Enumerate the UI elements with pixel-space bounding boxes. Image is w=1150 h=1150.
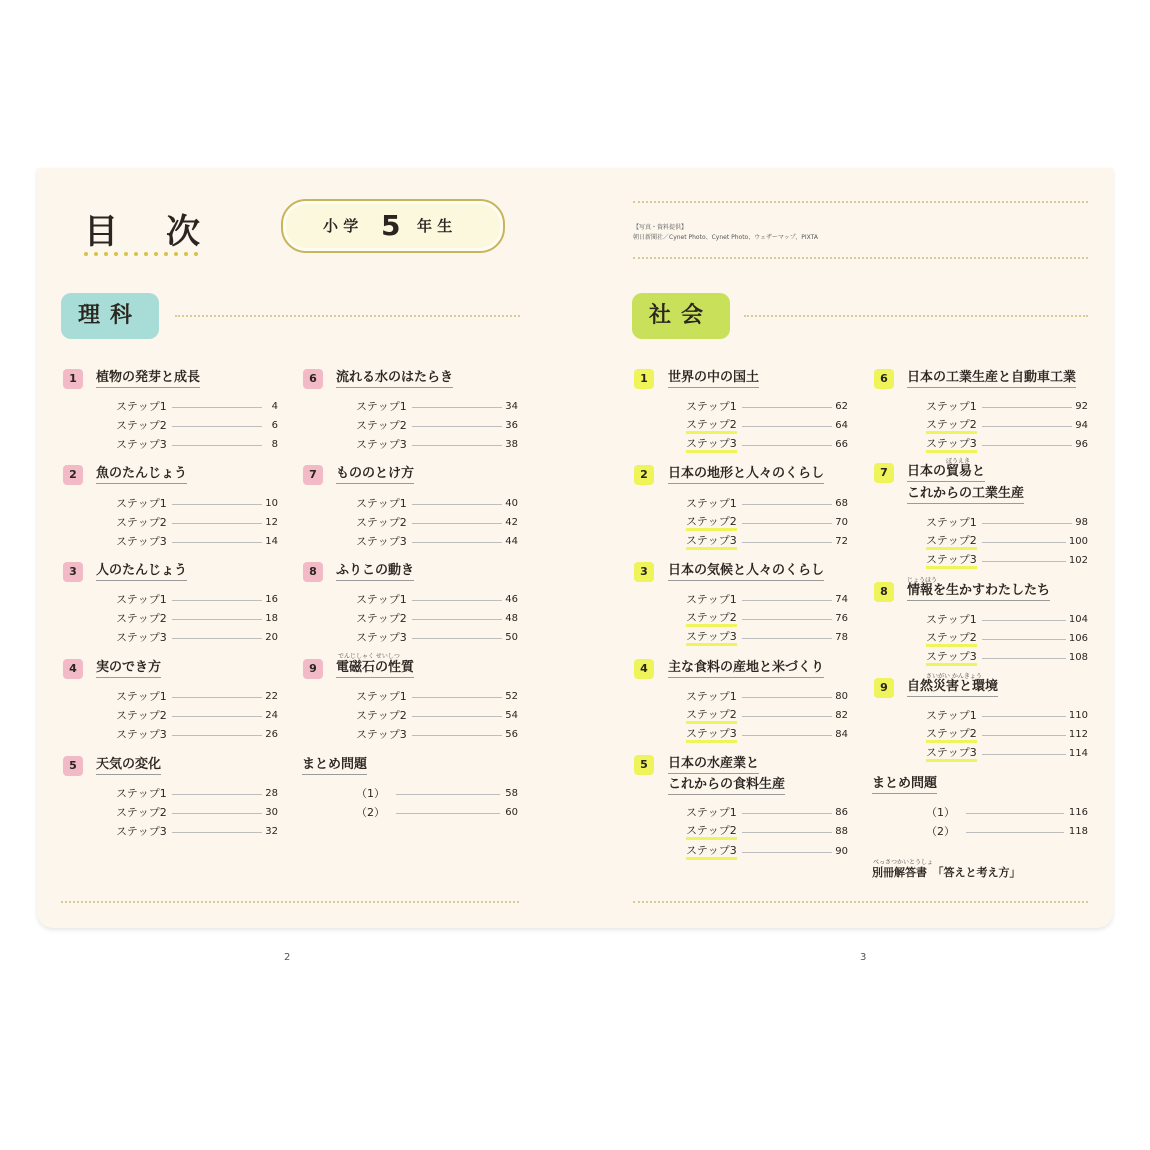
step-row[interactable]: ステップ2 76	[686, 612, 848, 626]
step-row[interactable]: ステップ2 6	[116, 419, 278, 432]
chapter-title[interactable]: 日本の貿易と	[907, 464, 985, 482]
subject-tab-science: 理科	[61, 293, 159, 339]
summary-row[interactable]: （1） 58	[356, 787, 518, 800]
chapter-title[interactable]: 日本の水産業と	[668, 756, 759, 774]
chapter-number-badge: 3	[634, 562, 654, 582]
chapter-title[interactable]: ふりこの動き	[336, 563, 414, 581]
step-row[interactable]: ステップ1 10	[116, 497, 278, 510]
step-row[interactable]: ステップ2 48	[356, 612, 518, 625]
step-row[interactable]: ステップ3 32	[116, 825, 278, 838]
chapter-title[interactable]: 世界の中の国土	[668, 370, 759, 388]
chapter-number-badge: 4	[634, 659, 654, 679]
credits-bottom-rule	[633, 257, 1088, 259]
step-row[interactable]: ステップ3 96	[926, 438, 1088, 452]
chapter-number-badge: 9	[874, 678, 894, 698]
grade-badge	[281, 199, 505, 253]
chapter-ruby: ぼうえき	[946, 458, 971, 465]
chapter-number-badge: 6	[874, 369, 894, 389]
grade-suffix: 年 生	[417, 217, 453, 235]
step-row[interactable]: ステップ3 78	[686, 631, 848, 645]
step-row[interactable]: ステップ3 84	[686, 728, 848, 742]
step-row[interactable]: ステップ1 34	[356, 400, 518, 413]
chapter-number-badge: 9	[303, 659, 323, 679]
summary-title[interactable]: まとめ問題	[302, 757, 367, 775]
chapter-title[interactable]: 日本の工業生産と自動車工業	[907, 370, 1076, 388]
step-row[interactable]: ステップ2 64	[686, 419, 848, 433]
chapter-title[interactable]: 実のでき方	[96, 660, 161, 678]
step-row[interactable]: ステップ2 30	[116, 806, 278, 819]
step-row[interactable]: ステップ2 88	[686, 825, 848, 839]
toc-title-char-1: 目	[84, 212, 118, 252]
chapter-title[interactable]: 日本の地形と人々のくらし	[668, 466, 824, 484]
grade-number: 5	[381, 209, 401, 242]
chapter-number-badge: 7	[303, 465, 323, 485]
step-row[interactable]: ステップ3 114	[926, 747, 1088, 761]
step-row[interactable]: ステップ2 100	[926, 535, 1088, 549]
title-underline-dots	[84, 252, 198, 256]
summary-title[interactable]: まとめ問題	[872, 776, 937, 794]
step-row[interactable]: ステップ1 40	[356, 497, 518, 510]
step-row[interactable]: ステップ2 112	[926, 728, 1088, 742]
step-row[interactable]: ステップ2 42	[356, 516, 518, 529]
chapter-title[interactable]: 魚のたんじょう	[96, 466, 187, 484]
step-row[interactable]: ステップ1 28	[116, 787, 278, 800]
chapter-title[interactable]: 電磁石の性質	[336, 660, 414, 678]
chapter-number-badge: 6	[303, 369, 323, 389]
step-row[interactable]: ステップ1 80	[686, 690, 848, 703]
step-row[interactable]: ステップ2 82	[686, 709, 848, 723]
step-row[interactable]: ステップ3 26	[116, 728, 278, 741]
grade-prefix: 小 学	[323, 217, 359, 235]
step-row[interactable]: ステップ1 98	[926, 516, 1088, 529]
chapter-title[interactable]: 天気の変化	[96, 757, 161, 775]
chapter-title[interactable]: 自然災害と環境	[907, 679, 998, 697]
step-row[interactable]: ステップ2 36	[356, 419, 518, 432]
toc-title-char-2: 次	[166, 212, 200, 252]
chapter-ruby: じょうほう	[907, 577, 938, 584]
step-row[interactable]: ステップ1 52	[356, 690, 518, 703]
right-bottom-rule	[633, 901, 1088, 903]
step-row[interactable]: ステップ3 102	[926, 554, 1088, 568]
step-row[interactable]: ステップ3 20	[116, 631, 278, 644]
step-row[interactable]: ステップ3 72	[686, 535, 848, 549]
chapter-number-badge: 8	[303, 562, 323, 582]
chapter-number-badge: 2	[63, 465, 83, 485]
credits-top-rule	[633, 201, 1088, 203]
chapter-title-line2[interactable]: これからの食料生産	[668, 777, 785, 795]
credits-text: 朝日新聞社／Cynet Photo、Cynet Photo、ウェザーマップ、PIXTA	[633, 234, 818, 241]
chapter-title[interactable]: 日本の気候と人々のくらし	[668, 563, 824, 581]
step-row[interactable]: ステップ1 74	[686, 593, 848, 606]
chapter-title-line2[interactable]: これからの工業生産	[907, 486, 1024, 504]
step-row[interactable]: ステップ1 68	[686, 497, 848, 510]
step-row[interactable]: ステップ3 90	[686, 845, 848, 859]
credits-label: 【写真・資料提供】	[633, 224, 688, 231]
step-row[interactable]: ステップ2 24	[116, 709, 278, 722]
chapter-title[interactable]: 植物の発芽と成長	[96, 370, 200, 388]
subject-tab-social: 社会	[632, 293, 730, 339]
step-row[interactable]: ステップ2 70	[686, 516, 848, 530]
step-row[interactable]: ステップ2 106	[926, 632, 1088, 646]
chapter-title[interactable]: 人のたんじょう	[96, 563, 187, 581]
step-row[interactable]: ステップ3 14	[116, 535, 278, 548]
chapter-ruby: でんじしゃく せいしつ	[338, 653, 400, 660]
chapter-number-badge: 8	[874, 582, 894, 602]
step-row[interactable]: ステップ1 110	[926, 709, 1088, 722]
step-row[interactable]: ステップ1 46	[356, 593, 518, 606]
summary-row[interactable]: （1） 116	[926, 806, 1088, 819]
chapter-title[interactable]: 流れる水のはたらき	[336, 370, 453, 388]
summary-row[interactable]: （2） 118	[926, 825, 1088, 838]
step-row[interactable]: ステップ1 16	[116, 593, 278, 606]
step-row[interactable]: ステップ1 86	[686, 806, 848, 819]
chapter-title[interactable]: 情報を生かすわたしたち	[907, 583, 1050, 601]
step-row[interactable]: ステップ1 4	[116, 400, 278, 413]
summary-row[interactable]: （2） 60	[356, 806, 518, 819]
step-row[interactable]: ステップ3 66	[686, 438, 848, 452]
left-bottom-rule	[61, 901, 519, 903]
chapter-number-badge: 2	[634, 465, 654, 485]
answers-booklet-label[interactable]: 別冊解答書 「答えと考え方」	[872, 866, 1021, 879]
step-row[interactable]: ステップ2 18	[116, 612, 278, 625]
chapter-number-badge: 1	[634, 369, 654, 389]
step-row[interactable]: ステップ1 104	[926, 613, 1088, 626]
page-number-left: 2	[284, 952, 291, 963]
chapter-ruby: さいがい かんきょう	[926, 673, 982, 680]
social-tab-rule	[744, 315, 1088, 317]
step-row[interactable]: ステップ3 56	[356, 728, 518, 741]
chapter-number-badge: 3	[63, 562, 83, 582]
step-row[interactable]: ステップ2 12	[116, 516, 278, 529]
step-row[interactable]: ステップ3 50	[356, 631, 518, 644]
answers-ruby: べっさつかいとうしょ	[873, 859, 934, 866]
step-row[interactable]: ステップ2 94	[926, 419, 1088, 433]
chapter-number-badge: 7	[874, 463, 894, 483]
page-number-right: 3	[860, 952, 867, 963]
chapter-number-badge: 5	[63, 756, 83, 776]
chapter-title[interactable]: もののとけ方	[336, 466, 414, 484]
step-row[interactable]: ステップ3 44	[356, 535, 518, 548]
science-tab-rule	[175, 315, 520, 317]
step-row[interactable]: ステップ2 54	[356, 709, 518, 722]
chapter-title[interactable]: 主な食料の産地と米づくり	[668, 660, 824, 678]
step-row[interactable]: ステップ3 8	[116, 438, 278, 451]
chapter-number-badge: 4	[63, 659, 83, 679]
chapter-number-badge: 1	[63, 369, 83, 389]
step-row[interactable]: ステップ1 92	[926, 400, 1088, 413]
step-row[interactable]: ステップ1 62	[686, 400, 848, 413]
step-row[interactable]: ステップ1 22	[116, 690, 278, 703]
step-row[interactable]: ステップ3 108	[926, 651, 1088, 665]
chapter-number-badge: 5	[634, 755, 654, 775]
step-row[interactable]: ステップ3 38	[356, 438, 518, 451]
